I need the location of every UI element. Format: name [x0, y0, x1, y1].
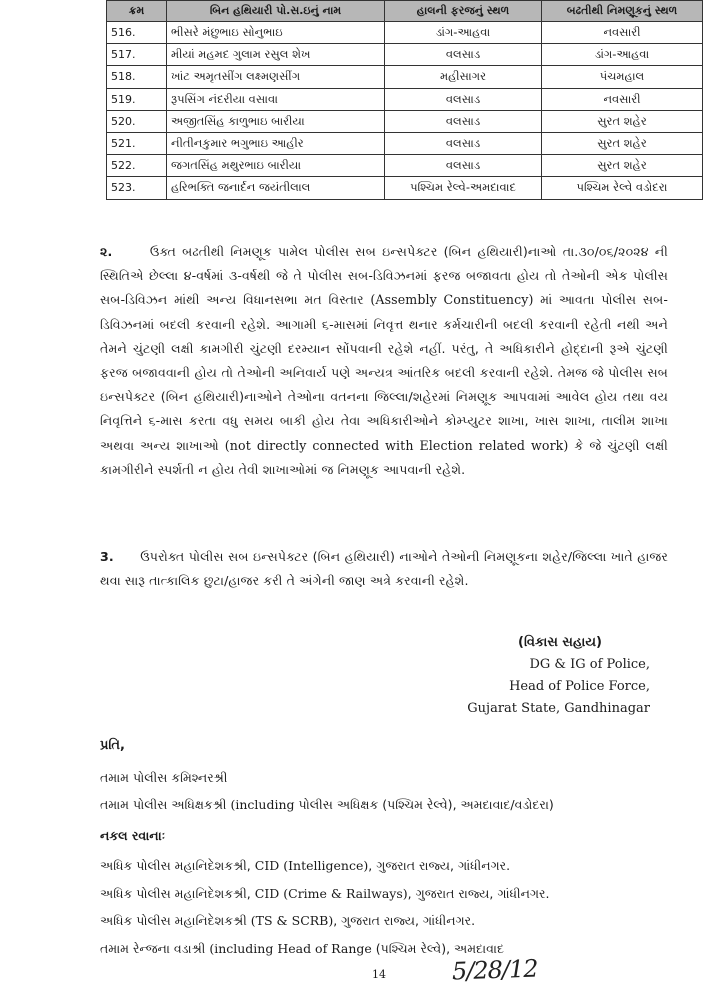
copy-heading: નકલ રવાનાઃ: [100, 828, 166, 843]
to-recipients: [100, 764, 680, 818]
cell-current-posting: મહીસાગર: [385, 66, 542, 88]
paragraph-text: ઉપરોક્ત પોલીસ સબ ઇન્સપેક્ટર (બિન હથિયારી) નાઓને તેઓની નિમણૂકના શહેર/જિલ્લા ખાતે હાજર થવા સારૂ તાત્કાલિક છુટા/હાજર કરી તે અંગેની જાણ અત્રે કરવાની રહેશે.: [100, 549, 668, 589]
cell-name: હરિભક્તિ જનાર્દન જયંતીલાલ: [167, 177, 385, 199]
copy-text-english: CID (Intelligence): [254, 858, 369, 873]
cell-new-posting: પશ્ચિમ રેલ્વે વડોદરા: [542, 177, 703, 199]
copy-text: અધિક પોલીસ મહાનિદેશકશ્રી,: [100, 858, 255, 873]
table-row: [107, 177, 703, 199]
to-heading: પ્રતિ,: [100, 738, 125, 753]
table-row: [107, 44, 703, 66]
cell-name: ખાંટ અમૃતસીંગ લક્ષ્મણસીંગ: [167, 66, 385, 88]
signatory-designation: DG & IG of Police,: [529, 657, 650, 672]
paragraph-text: ઉક્ત બઢતીથી નિમણૂક પામેલ પોલીસ સબ ઇન્સપેક્ટર (બિન હથિયારી)નાઓ તા.૩૦/૦૬/૨૦૨૪ ની સ્થિતિએ છેલ્લા ૪-વર્ષમાં ૩-વર્ષથી જે તે પોલીસ સબ-ડિવિઝનમાં ફરજ બજાવતા હોય તો તેઓની એક પોલીસ સબ-ડિવિઝન માંથી અન્ય વિધાનસભા મત વિસ્તાર: [100, 244, 668, 308]
copy-line: [100, 852, 680, 880]
cell-serial: 519.: [107, 88, 167, 110]
cell-name: અજીતસિંહ કાળુભાઇ બારીયા: [167, 110, 385, 132]
col-header-serial: ક્રમ: [107, 1, 167, 22]
copy-text: , ગુજરાત રાજ્ય, ગાંધીનગર.: [407, 885, 550, 901]
col-header-current-posting: હાલની ફરજનું સ્થળ: [385, 1, 542, 22]
promotion-table: [106, 0, 703, 200]
recipient-text: તમામ પોલીસ અધિક્ષકશ્રી: [100, 797, 231, 812]
cell-current-posting: વલસાડ: [385, 88, 542, 110]
cell-name: રૂપસિંગ નંદરીયા વસાવા: [167, 88, 385, 110]
cell-new-posting: સુરત શહેર: [542, 132, 703, 154]
cell-current-posting: ડાંગ-આહવા: [385, 22, 542, 44]
copy-text-english: (including Head of Range: [209, 940, 372, 956]
signature-block: [430, 632, 650, 720]
signatory-location: Gujarat State, Gandhinagar: [467, 701, 650, 716]
cell-new-posting: સુરત શહેર: [542, 110, 703, 132]
copy-text-english: CID (Crime & Railways): [254, 885, 408, 901]
cell-serial: 521.: [107, 132, 167, 154]
copy-recipients: [100, 852, 680, 962]
cell-name: ભીસરે મંછુભાઇ સોનુભાઇ: [167, 22, 385, 44]
cell-serial: 516.: [107, 22, 167, 44]
copy-text-english: (TS & SCRB): [250, 913, 334, 928]
cell-new-posting: પંચમહાલ: [542, 66, 703, 88]
cell-serial: 517.: [107, 44, 167, 66]
paragraph-3: [100, 545, 668, 593]
recipient-line: [100, 791, 680, 818]
paragraph-text-english: (Assembly Constituency): [370, 292, 534, 308]
signatory-name: (વિકાસ સહાય): [518, 635, 602, 650]
recipient-text-english: (including: [230, 797, 295, 812]
copy-line: [100, 935, 680, 963]
cell-serial: 522.: [107, 155, 167, 177]
paragraph-text-english: (not directly connected with Election related work): [224, 437, 569, 453]
cell-new-posting: સુરત શહેર: [542, 155, 703, 177]
copy-text: , ગુજરાત રાજ્ય, ગાંધીનગર.: [333, 913, 476, 928]
copy-text: તમામ રેન્જના વડાશ્રી: [100, 940, 210, 956]
cell-current-posting: વલસાડ: [385, 132, 542, 154]
copy-text: (પશ્ચિમ રેલ્વે), અમદાવાદ: [371, 940, 504, 956]
table-row: [107, 66, 703, 88]
copy-text: અધિક પોલીસ મહાનિદેશકશ્રી: [100, 913, 251, 928]
cell-name: મીયાં મહમદ ગુલામ રસુલ શેખ: [167, 44, 385, 66]
copy-text: , ગુજરાત રાજ્ય, ગાંધીનગર.: [368, 858, 511, 873]
cell-current-posting: પશ્ચિમ રેલ્વે-અમદાવાદ: [385, 177, 542, 199]
cell-new-posting: નવસારી: [542, 88, 703, 110]
paragraph-text: કે જે ચુંટણી લક્ષી કામગીરીને સ્પર્શતી ન હોય તેવી શાખાઓમાં જ નિમણૂક આપવાની રહેશે.: [100, 437, 669, 477]
handwritten-note: 5/28/12: [451, 954, 538, 986]
table-header-row: [107, 1, 703, 22]
cell-current-posting: વલસાડ: [385, 155, 542, 177]
cell-new-posting: નવસારી: [542, 22, 703, 44]
cell-new-posting: ડાંગ-આહવા: [542, 44, 703, 66]
table-row: [107, 88, 703, 110]
paragraph-2: [100, 240, 668, 482]
cell-current-posting: વલસાડ: [385, 44, 542, 66]
cell-serial: 518.: [107, 66, 167, 88]
col-header-name: બિન હથિયારી પો.સ.ઇનું નામ: [167, 1, 385, 22]
cell-serial: 520.: [107, 110, 167, 132]
table-row: [107, 22, 703, 44]
table-row: [107, 155, 703, 177]
recipient-line: તમામ પોલીસ કમિશ્નરશ્રી: [100, 770, 228, 785]
table-row: [107, 132, 703, 154]
copy-text: અધિક પોલીસ મહાનિદેશકશ્રી,: [100, 885, 255, 901]
cell-serial: 523.: [107, 177, 167, 199]
copy-line: [100, 880, 680, 908]
paragraph-text: માં આવતા પોલીસ સબ-ડિવિઝનમાં બદલી કરવાની રહેશે. આગામી ૬-માસમાં નિવૃત્ત થનાર કર્મચારીની બદલી કરવાની રહેતી નથી અને તેમને ચુંટણી લક્ષી કામગીરી ચુંટણી દરમ્યાન સોંપવાની રહેશે નહીં. પરંતુ, તે અધિકારીને હોદ્દાની રૂએ ચુંટણી ફરજ બજાવવાની હોય તો તેઓની અનિવાર્ય પણે અન્યત્ર આંતરિક બદલી કરવાની રહેશે. તેમજ જે પોલીસ સબ ઇન્સપેક્ટર (બિન હથિયારી)નાઓને તેઓના વતનના જિલ્લા/શહેરમાં નિમણૂક આપવામાં આવેલ હોય તથા વય નિવૃત્તિને ૬-માસ કરતા વધુ સમય બાકી હોય તેવા અધિકારીઓને કોમ્પ્યુટર શાખા, ખાસ શાખા, તાલીમ શાખા અથવા અન્ય શાખાઓ: [100, 292, 668, 453]
cell-name: જગતસિંહ મથુરભાઇ બારીયા: [167, 155, 385, 177]
copy-line: [100, 907, 680, 935]
paragraph-number: ૨.: [100, 244, 113, 259]
paragraph-number: 3.: [100, 549, 114, 564]
cell-name: નીતીનકુમાર ભગુભાઇ આહીર: [167, 132, 385, 154]
page-number: 14: [372, 968, 386, 981]
table-row: [107, 110, 703, 132]
col-header-new-posting: બઢતીથી નિમણૂકનું સ્થળ: [542, 1, 703, 22]
signatory-designation: Head of Police Force,: [509, 679, 650, 694]
recipient-text: પોલીસ અધિક્ષક (પશ્ચિમ રેલ્વે), અમદાવાદ/વડોદરા): [294, 797, 554, 812]
cell-current-posting: વલસાડ: [385, 110, 542, 132]
